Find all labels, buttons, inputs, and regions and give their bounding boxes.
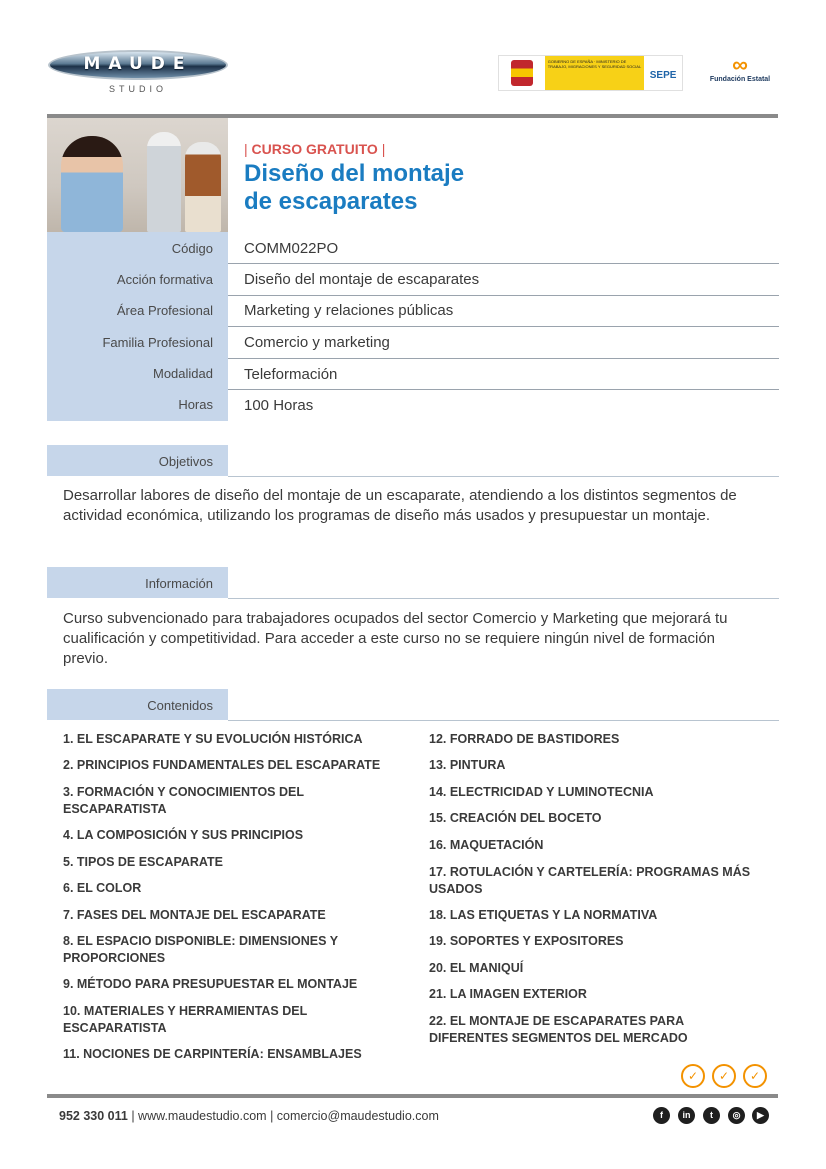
info-label: Horas — [178, 397, 213, 412]
logo-subtitle: STUDIO — [108, 84, 167, 94]
footer-email-link[interactable]: comercio@maudestudio.com — [276, 1109, 439, 1123]
section-divider — [228, 598, 779, 599]
content-item: 6. EL COLOR — [63, 881, 142, 895]
fundacion-name: Fundación Estatal — [709, 76, 771, 83]
title-line: de escaparates — [244, 188, 418, 215]
content-item: 9. MÉTODO PARA PRESUPUESTAR EL MONTAJE — [63, 977, 358, 991]
info-label-column — [47, 232, 228, 421]
content-item: 18. LAS ETIQUETAS Y LA NORMATIVA — [429, 908, 658, 922]
sepe-label: SEPE — [644, 56, 682, 90]
ministry-band — [545, 56, 644, 90]
informacion-text: Curso subvencionado para trabajadores ocupados del sector Comercio y Marketing que mejorará tu cualificación y competitividad. Para acceder a este curso no se requiere ningún nivel de formación previo. — [63, 610, 728, 667]
content-item: 17. ROTULACIÓN Y CARTELERÍA: PROGRAMAS MÁS USADOS — [429, 865, 751, 896]
content-item: 2. PRINCIPIOS FUNDAMENTALES DEL ESCAPARATE — [63, 758, 381, 772]
section-divider — [228, 720, 779, 721]
row-divider — [228, 263, 779, 264]
info-label: Familia Profesional — [102, 335, 213, 350]
footer-website-link[interactable]: www.maudestudio.com — [138, 1109, 267, 1123]
bottom-divider — [47, 1094, 778, 1098]
content-item: 16. MAQUETACIÓN — [429, 838, 544, 852]
footer-contact — [59, 1109, 439, 1123]
title-line: Diseño del montaje — [244, 160, 465, 187]
maude-studio-logo — [48, 46, 230, 98]
mannequin-figure — [185, 142, 221, 232]
content-item: 14. ELECTRICIDAD Y LUMINOTECNIA — [429, 785, 654, 799]
twitter-icon[interactable]: t — [703, 1107, 720, 1124]
content-item: 11. NOCIONES DE CARPINTERÍA: ENSAMBLAJES — [63, 1047, 362, 1061]
linkedin-icon[interactable]: in — [678, 1107, 695, 1124]
section-header-objetivos: Objetivos — [47, 445, 228, 476]
section-header-contenidos: Contenidos — [47, 689, 228, 720]
content-item: 10. MATERIALES Y HERRAMIENTAS DEL ESCAPARATISTA — [63, 1004, 308, 1035]
footer-separator: | — [131, 1109, 135, 1123]
info-label: Código — [171, 241, 213, 256]
info-value: Marketing y relaciones públicas — [244, 302, 454, 319]
facebook-icon[interactable]: f — [653, 1107, 670, 1124]
info-label: Acción formativa — [116, 272, 213, 287]
certification-seal-icon: ✓ — [712, 1064, 736, 1088]
footer-phone: 952 330 011 — [59, 1109, 128, 1123]
mannequin-figure — [147, 132, 181, 232]
spain-coat-of-arms-icon — [499, 56, 545, 90]
tag-bar: | — [381, 141, 386, 157]
content-item: 3. FORMACIÓN Y CONOCIMIENTOS DEL ESCAPARATISTA — [63, 785, 304, 816]
info-value: Teleformación — [244, 366, 338, 383]
hero-photo — [47, 118, 228, 232]
content-item: 13. PINTURA — [429, 758, 506, 772]
government-logo — [498, 55, 683, 91]
course-title — [244, 160, 604, 216]
content-item: 21. LA IMAGEN EXTERIOR — [429, 987, 587, 1001]
info-value: Diseño del montaje de escaparates — [244, 271, 480, 288]
certification-seal-icon: ✓ — [743, 1064, 767, 1088]
youtube-icon[interactable]: ▶ — [752, 1107, 769, 1124]
fundacion-mark-icon: ∞ — [732, 52, 748, 77]
ministry-text: GOBIERNO DE ESPAÑA · MINISTERIO DE TRABAJO, MIGRACIONES Y SEGURIDAD SOCIAL — [547, 59, 642, 69]
certification-seal-icon: ✓ — [681, 1064, 705, 1088]
content-item: 12. FORRADO DE BASTIDORES — [429, 732, 620, 746]
fundacion-estatal-logo — [703, 54, 777, 94]
content-item: 4. LA COMPOSICIÓN Y SUS PRINCIPIOS — [63, 828, 304, 842]
content-item: 15. CREACIÓN DEL BOCETO — [429, 811, 602, 825]
info-value: Comercio y marketing — [244, 334, 390, 351]
content-item: 22. EL MONTAJE DE ESCAPARATES PARA DIFERENTES SEGMENTOS DEL MERCADO — [429, 1014, 688, 1045]
content-item: 20. EL MANIQUÍ — [429, 961, 524, 975]
content-item: 1. EL ESCAPARATE Y SU EVOLUCIÓN HISTÓRICA — [63, 732, 363, 746]
content-item: 7. FASES DEL MONTAJE DEL ESCAPARATE — [63, 908, 326, 922]
section-header-informacion: Información — [47, 567, 228, 598]
tag-label: CURSO GRATUITO — [251, 141, 378, 157]
info-label: Modalidad — [153, 366, 213, 381]
content-item: 19. SOPORTES Y EXPOSITORES — [429, 934, 624, 948]
objetivos-text: Desarrollar labores de diseño del montaje de un escaparate, atendiendo a los distintos segmentos de actividad económica, utilizando los programas de diseño más usados y presupuestar un montaje. — [63, 487, 737, 524]
content-item: 5. TIPOS DE ESCAPARATE — [63, 855, 223, 869]
row-divider — [228, 389, 779, 390]
footer-separator: | — [270, 1109, 274, 1123]
logo-wordmark: MAUDE — [83, 54, 193, 74]
content-item: 8. EL ESPACIO DISPONIBLE: DIMENSIONES Y PROPORCIONES — [63, 934, 338, 965]
woman-figure — [61, 136, 123, 232]
info-value: 100 Horas — [244, 397, 314, 414]
section-divider — [228, 476, 779, 477]
row-divider — [228, 326, 779, 327]
instagram-icon[interactable]: ◎ — [728, 1107, 745, 1124]
row-divider — [228, 358, 779, 359]
row-divider — [228, 295, 779, 296]
info-value: COMM022PO — [244, 240, 339, 257]
course-tag — [244, 141, 385, 157]
tag-bar: | — [244, 141, 248, 157]
info-label: Área Profesional — [116, 303, 213, 318]
